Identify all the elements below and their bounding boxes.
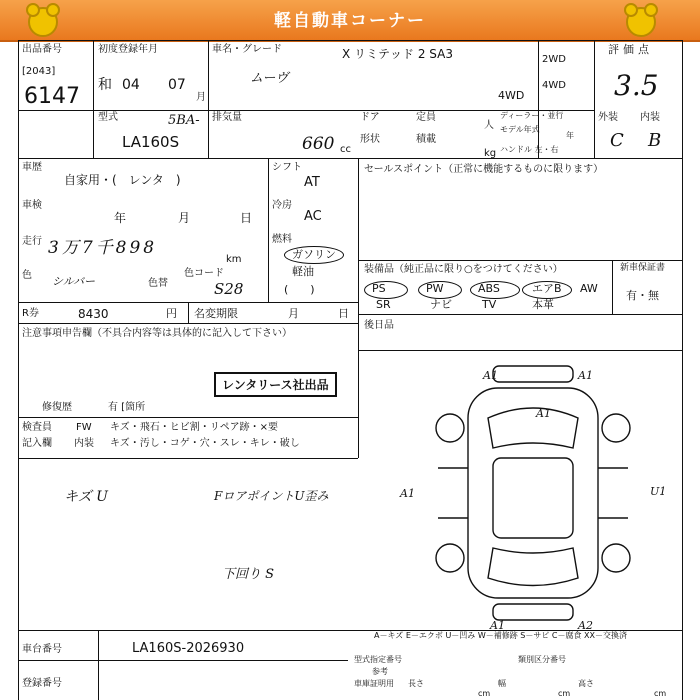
equipment-item: PW <box>426 282 444 295</box>
equipment-item: SR <box>376 298 391 311</box>
warranty-label: 新車保証書 <box>620 263 666 273</box>
ext-value: C <box>610 130 624 151</box>
damage-label: A1 <box>483 369 498 382</box>
ac-value: AC <box>304 209 322 224</box>
modelyear-label: モデル年式 <box>500 125 540 134</box>
inspection-year-unit: 年 <box>114 211 127 225</box>
damage-label: A1 <box>400 487 415 500</box>
inspection-label: 車検 <box>22 200 42 211</box>
damage-label: U1 <box>650 485 667 498</box>
int-label: 内装 <box>640 112 660 123</box>
car-grade: X リミテッド 2 SA3 <box>342 47 453 61</box>
equipment-item: TV <box>482 298 497 311</box>
shape-label: 形状 <box>360 134 380 145</box>
load-unit: kg <box>484 148 497 159</box>
recycle-label: R券 <box>22 308 39 319</box>
equipment-item: 本革 <box>532 298 554 311</box>
post-label: 後日品 <box>364 320 394 331</box>
shift-label: シフト <box>272 162 302 173</box>
score-value: 3.5 <box>614 69 659 102</box>
fuel-other: ( ) <box>284 283 315 296</box>
fuel-gas: ガソリン <box>292 248 336 261</box>
auction-sheet <box>18 40 683 700</box>
seat-unit: 人 <box>484 120 494 131</box>
header-banner <box>0 0 700 42</box>
repair-label: 修復歴 <box>42 402 72 413</box>
garage-cert-label: 車庫証明用 <box>354 679 394 688</box>
disp-label: 排気量 <box>212 112 242 123</box>
reg-month-unit: 月 <box>196 92 206 103</box>
model-value: LA160S <box>122 133 180 151</box>
ac-label: 冷房 <box>272 200 292 211</box>
handle-label: ハンドル 左・右 <box>500 145 559 154</box>
inspector-label-1: 検査員 <box>22 422 52 433</box>
score-label: 評価点 <box>608 43 653 56</box>
color-value: シルバー <box>52 275 95 288</box>
length-unit: cm <box>478 689 491 698</box>
colorcode-label: 色コード <box>184 268 224 279</box>
history-label: 車歴 <box>22 162 42 173</box>
equipment-item: エアB <box>532 282 562 295</box>
reg-number-label: 登録番号 <box>22 678 62 689</box>
color-label: 色 <box>22 270 32 281</box>
expiry-month-unit: 月 <box>288 307 299 320</box>
sales-label: セールスポイント（正常に機能するものに限ります） <box>364 164 604 175</box>
height-unit: cm <box>654 689 667 698</box>
banner-title: 軽自動車コーナー <box>274 11 426 31</box>
damage-label: A1 <box>490 619 505 632</box>
expiry-day-unit: 日 <box>338 307 349 320</box>
int-value: B <box>648 130 662 151</box>
colorchange-label: 色替 <box>148 278 168 289</box>
fuel-label: 燃料 <box>272 234 292 245</box>
inspector-fw: FW <box>76 422 92 433</box>
lot-code: [2043] <box>22 66 56 77</box>
rental-stamp: レンタリース社出品 <box>214 372 337 397</box>
lot-number: 6147 <box>24 84 80 109</box>
inspection-month-unit: 月 <box>178 211 191 225</box>
car-label: 車名・グレード <box>212 44 282 55</box>
reg-era: 和 <box>98 77 112 93</box>
car-damage-diagram <box>398 358 678 628</box>
handwritten-note-3: 下回り S <box>222 567 275 582</box>
reg-label: 初度登録年月 <box>98 44 158 55</box>
warranty-value: 有・無 <box>626 289 659 302</box>
modelyear-unit: 年 <box>566 131 574 140</box>
chassis-label: 車台番号 <box>22 644 62 655</box>
door-label: ドア <box>360 112 380 123</box>
bear-mascot-icon <box>626 7 656 37</box>
damage-label: A1 <box>578 369 593 382</box>
drive-value: 4WD <box>498 89 525 102</box>
class-label: 類別区分番号 <box>518 655 566 664</box>
shift-value: AT <box>304 175 320 190</box>
fuel-diesel: 軽油 <box>292 265 314 278</box>
inspection-day-unit: 日 <box>240 211 253 225</box>
mileage-unit: km <box>226 254 242 265</box>
damage-legend: A－キズ E－エクボ U－凹み W－補修跡 S－サビ C－腐食 XX－交換済 <box>374 631 628 640</box>
handwritten-note-2: FロアポイントU歪み <box>214 489 329 503</box>
seat-label: 定員 <box>416 112 436 123</box>
width-label: 幅 <box>498 679 506 688</box>
handwritten-note-1: キズ U <box>64 489 108 505</box>
height-label: 高さ <box>578 679 594 688</box>
recycle-unit: 円 <box>166 307 177 320</box>
width-unit: cm <box>558 689 571 698</box>
damage-label: A2 <box>578 619 593 632</box>
drive-4wd: 4WD <box>542 80 566 91</box>
inspector-row1: キズ・飛石・ヒビ割・リペア跡・×要 <box>110 422 278 433</box>
reg-year: 04 <box>122 77 140 93</box>
inspector-row2: キズ・汚し・コゲ・穴・スレ・キレ・破し <box>110 438 300 449</box>
colorcode-value: S28 <box>214 280 244 298</box>
equipment-item: AW <box>580 282 598 295</box>
length-label: 長さ <box>408 679 424 688</box>
type-ref: 参考 <box>372 667 388 676</box>
disp-unit: cc <box>340 144 351 155</box>
inspector-label-2: 記入欄 <box>22 438 52 449</box>
recycle-value: 8430 <box>78 307 109 321</box>
history-value: 自家用・( レンタ ) <box>64 173 181 187</box>
bear-mascot-icon <box>28 7 58 37</box>
mileage-value: 3万7千898 <box>48 238 158 258</box>
reg-month: 07 <box>168 77 186 93</box>
chassis-value: LA160S-2026930 <box>132 641 245 656</box>
inspector-interior: 内装 <box>74 438 94 449</box>
ext-label: 外装 <box>598 112 618 123</box>
equipment-item: ナビ <box>430 298 452 311</box>
dealer-label: ディーラー・並行 <box>500 111 564 120</box>
notes-label: 注意事項申告欄（不具合内容等は具体的に記入して下さい） <box>22 328 292 339</box>
repair-value: 有 [箇所 <box>108 402 146 413</box>
equipment-label: 装備品（純正品に限り○をつけてください） <box>364 264 563 275</box>
lot-label: 出品番号 <box>22 44 62 55</box>
type-designation-label: 型式指定番号 <box>354 655 402 664</box>
disp-value: 660 <box>302 134 335 154</box>
model-prefix: 5BA- <box>168 113 200 128</box>
expiry-label: 名変期限 <box>194 307 238 320</box>
equipment-item: ABS <box>478 282 500 295</box>
drive-2wd: 2WD <box>542 54 566 65</box>
equipment-item: PS <box>372 282 386 295</box>
mileage-label: 走行 <box>22 236 42 247</box>
model-label: 型式 <box>98 112 118 123</box>
damage-label: A1 <box>536 407 551 420</box>
car-name: ムーヴ <box>250 71 289 86</box>
load-label: 積載 <box>416 134 436 145</box>
